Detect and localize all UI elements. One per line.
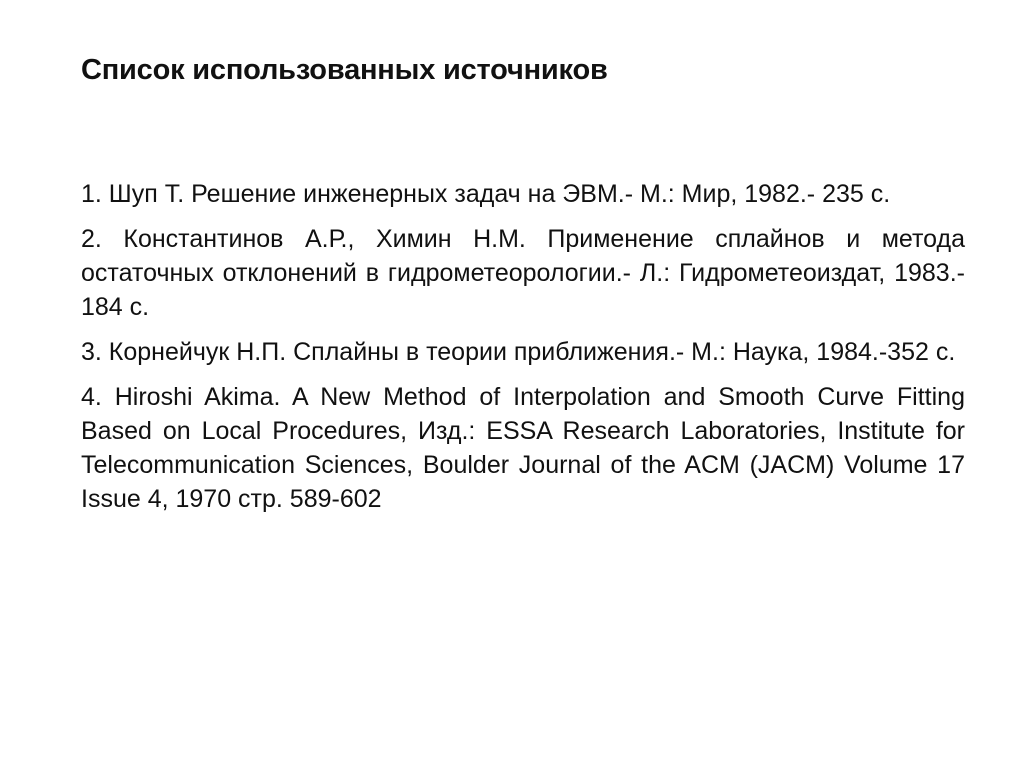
reference-item-3: 3. Корнейчук Н.П. Сплайны в теории приближения.- М.: Наука, 1984.-352 с.: [81, 338, 956, 366]
page-title: Список использованных источников: [81, 54, 608, 86]
reference-list: [81, 177, 965, 527]
reference-item-1: 1. Шуп Т. Решение инженерных задач на ЭВМ.- М.: Мир, 1982.- 235 с.: [81, 180, 891, 208]
reference-item-4: 4. Hiroshi Akima. A New Method of Interpolation and Smooth Curve Fitting Based on Local Procedures, Изд.: ESSA Research Laboratories, Institute for Telecommunication Sciences, Boulder Journal of the ACM (JACM) Volume 17 Issue 4, 1970 стр. 589-602: [81, 383, 965, 513]
reference-item-2: 2. Константинов А.Р., Химин Н.М. Применение сплайнов и метода остаточных отклонений в гидрометеорологии.- Л.: Гидрометеоиздат, 1983.- 184 с.: [81, 225, 965, 321]
